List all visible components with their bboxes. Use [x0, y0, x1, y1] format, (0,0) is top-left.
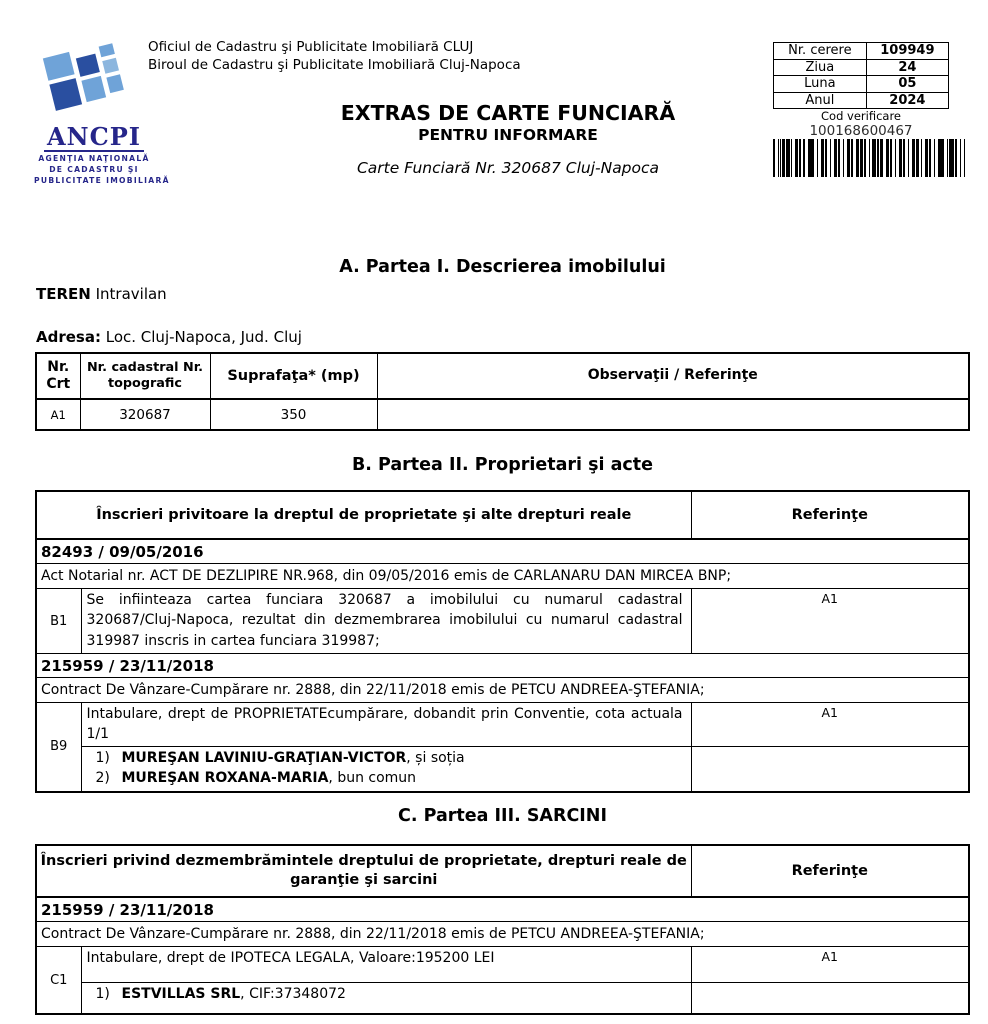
owner-index: 2)	[95, 769, 110, 786]
beneficiary-note: , CIF:37348072	[240, 986, 346, 1002]
owners-list-row	[36, 746, 969, 792]
entry-b1-reference: A1	[691, 589, 969, 654]
entry-act-row	[36, 922, 969, 947]
owner-item	[96, 748, 687, 768]
beneficiary-index: 1)	[95, 986, 110, 1002]
property-table-row	[36, 399, 969, 430]
entry1-number: 82493 / 09/05/2016	[36, 539, 969, 564]
entry-b9-reference: A1	[691, 703, 969, 747]
address-value: Loc. Cluj-Napoca, Jud. Cluj	[100, 328, 302, 346]
cell-nr-cadastral: 320687	[80, 399, 210, 430]
owner-note: , bun comun	[328, 769, 417, 786]
beneficiaries-list	[81, 983, 691, 1015]
request-value: 2024	[866, 92, 948, 109]
header-referinte-b: Referinţe	[691, 491, 969, 539]
request-label: Ziua	[774, 59, 867, 76]
beneficiaries-reference-empty	[691, 983, 969, 1015]
entry-b9-text: Intabulare, drept de PROPRIETATEcumpărare, dobandit prin Conventie, cota actuala 1/1	[81, 703, 691, 747]
owner-note: , și soția	[406, 749, 465, 766]
entry-c1-position: C1	[36, 947, 81, 1015]
owner-item	[96, 768, 687, 788]
header-nr-crt: Nr. Crt	[36, 353, 80, 399]
land-type-rest: Intravilan	[90, 285, 167, 303]
ancpi-logo	[34, 42, 170, 185]
entry1-act: Act Notarial nr. ACT DE DEZLIPIRE NR.968, din 09/05/2016 emis de CARLANARU DAN MIRCEA BNP;	[36, 564, 969, 589]
owners-list	[81, 746, 691, 792]
cell-suprafata: 350	[210, 399, 377, 430]
cell-observatii	[377, 399, 969, 430]
entry2-number: 215959 / 23/11/2018	[36, 654, 969, 678]
ancpi-acronym: ANCPI	[44, 125, 144, 152]
owners-table-header-row	[36, 491, 969, 539]
entry-number-row	[36, 654, 969, 678]
entry-act-row	[36, 564, 969, 589]
owner-index: 1)	[95, 749, 110, 766]
encumbrances-table-header-row	[36, 845, 969, 897]
entry-c1-row	[36, 947, 969, 983]
entry-act-row	[36, 678, 969, 703]
encumbrances-table	[35, 844, 970, 1015]
request-value: 24	[866, 59, 948, 76]
request-row-nr-cerere	[774, 43, 949, 60]
document-subtitle: PENTRU INFORMARE	[418, 125, 598, 144]
entry-number-row	[36, 539, 969, 564]
entry2-act: Contract De Vânzare-Cumpărare nr. 2888, din 22/11/2018 emis de PETCU ANDREEA-ŞTEFANIA;	[36, 678, 969, 703]
header-referinte-c: Referinţe	[691, 845, 969, 897]
owner-name: MUREŞAN ROXANA-MARIA	[121, 769, 329, 786]
request-info-box	[773, 42, 949, 109]
section-c-heading: C. Partea III. SARCINI	[398, 806, 607, 826]
entry-b9-row	[36, 703, 969, 747]
entry-number-row	[36, 897, 969, 922]
entry-c-act: Contract De Vânzare-Cumpărare nr. 2888, din 22/11/2018 emis de PETCU ANDREEA-ŞTEFANIA;	[36, 922, 969, 947]
owners-reference-empty	[691, 746, 969, 792]
ancpi-sub-line2: DE CADASTRU ŞI	[49, 165, 139, 174]
header-observatii: Observaţii / Referinţe	[377, 353, 969, 399]
beneficiaries-list-row	[36, 983, 969, 1015]
section-a-heading: A. Partea I. Descrierea imobilului	[339, 257, 666, 277]
entry-b1-text: Se infiinteaza cartea funciara 320687 a imobilului cu numarul cadastral 320687/Cluj-Napoca, rezultat din dezmembrarea imobilului cu numarul cadastral 319987 inscris in cartea funciara 319987;	[81, 589, 691, 654]
request-label: Nr. cerere	[774, 43, 867, 60]
request-label: Luna	[774, 76, 867, 93]
cell-nr-crt: A1	[36, 399, 80, 430]
property-table-header-row	[36, 353, 969, 399]
entry-c-number: 215959 / 23/11/2018	[36, 897, 969, 922]
beneficiary-name: ESTVILLAS SRL	[121, 986, 241, 1002]
request-value: 109949	[866, 43, 948, 60]
header-suprafata: Suprafaţa* (mp)	[210, 353, 377, 399]
verification-code-block	[765, 110, 957, 139]
header-nr-cadastral: Nr. cadastral Nr. topografic	[80, 353, 210, 399]
entry-b1-position: B1	[36, 589, 81, 654]
request-row-luna	[774, 76, 949, 93]
office-line-1: Oficiul de Cadastru şi Publicitate Imobiliară CLUJ	[148, 39, 474, 55]
land-type-line	[36, 285, 167, 303]
header-inscrieri-c: Înscrieri privind dezmembrămintele dreptului de proprietate, drepturi reale de garanţie şi sarcini	[36, 845, 691, 897]
verification-code-label: Cod verificare	[821, 109, 901, 123]
owner-name: MUREŞAN LAVINIU-GRAŢIAN-VICTOR	[121, 749, 407, 766]
entry-b1-row	[36, 589, 969, 654]
address-label: Adresa:	[36, 328, 101, 346]
verification-code-value: 100168600467	[809, 122, 913, 139]
land-type-bold: TEREN	[36, 285, 91, 303]
entry-c1-text: Intabulare, drept de IPOTECA LEGALA, Valoare:195200 LEI	[81, 947, 691, 983]
document-title-block	[148, 102, 868, 144]
address-line	[36, 328, 302, 346]
entry-c1-reference: A1	[691, 947, 969, 983]
document-title: EXTRAS DE CARTE FUNCIARĂ	[340, 101, 676, 125]
ancpi-sub-line1: AGENŢIA NAŢIONALĂ	[38, 154, 150, 163]
issuing-office	[148, 39, 521, 75]
ancpi-sub-line3: PUBLICITATE IMOBILIARĂ	[34, 176, 170, 185]
ancpi-tiles-icon	[36, 42, 152, 130]
request-row-ziua	[774, 59, 949, 76]
owners-acts-table	[35, 490, 970, 793]
request-row-anul	[774, 92, 949, 109]
request-value: 05	[866, 76, 948, 93]
beneficiary-item	[96, 984, 687, 1004]
header-inscrieri-b: Înscrieri privitoare la dreptul de proprietate şi alte drepturi reale	[36, 491, 691, 539]
barcode-image	[773, 139, 965, 177]
property-table	[35, 352, 970, 431]
land-book-number-line: Carte Funciară Nr. 320687 Cluj-Napoca	[356, 159, 660, 177]
section-b-heading: B. Partea II. Proprietari şi acte	[351, 455, 654, 475]
request-label: Anul	[774, 92, 867, 109]
office-line-2: Biroul de Cadastru şi Publicitate Imobiliară Cluj-Napoca	[148, 56, 521, 73]
entry-b9-position: B9	[36, 703, 81, 792]
